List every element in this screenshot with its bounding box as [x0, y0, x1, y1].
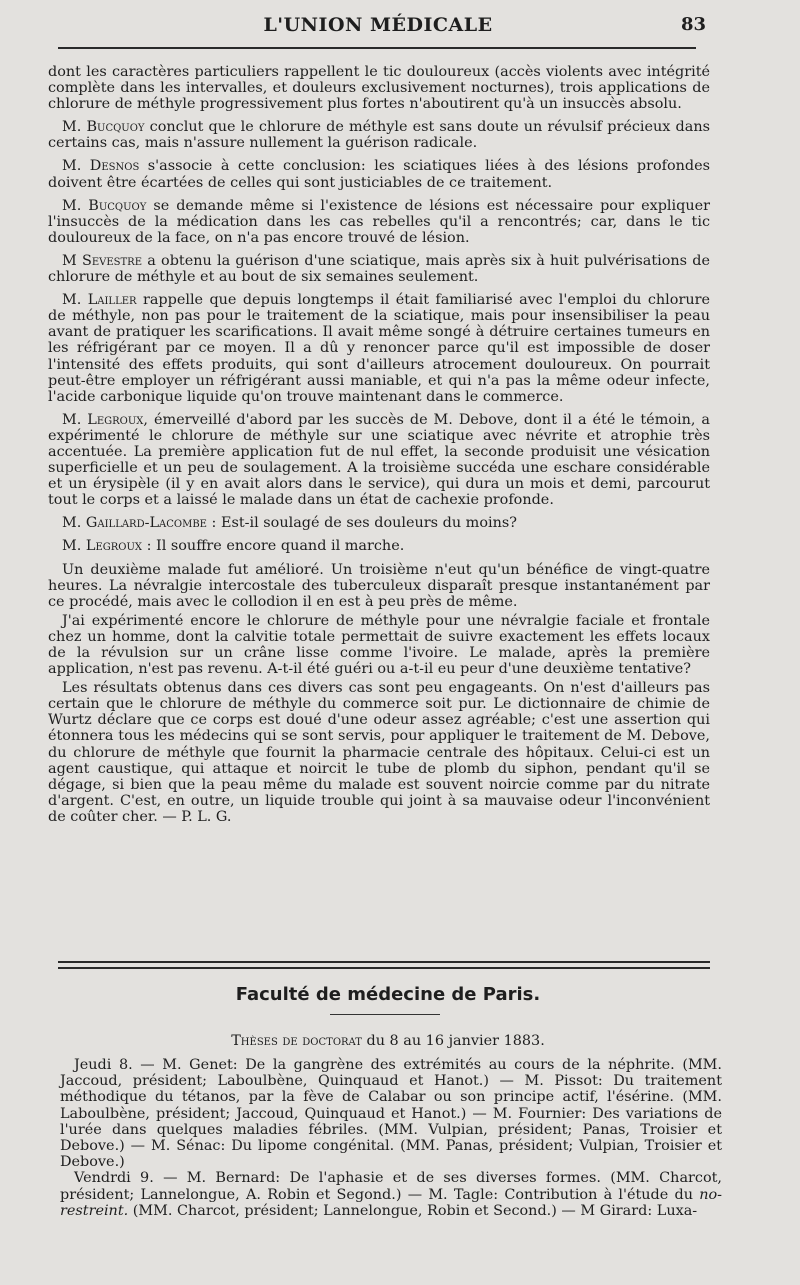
- section-divider-bottom: [58, 967, 710, 969]
- speaker-name: M. Gaillard-Lacombe: [62, 515, 207, 532]
- paragraph: [48, 412, 710, 509]
- section-subhead: [48, 1033, 728, 1049]
- speaker-name: M. Legroux: [62, 411, 144, 428]
- paragraph-text: s'associe à cette conclusion: les sciatiques liées à des lésions profondes doivent être écartées de celles qui sont justiciables de ce traitement.: [48, 158, 710, 191]
- header-rule: [58, 47, 696, 49]
- article-body: [48, 64, 710, 828]
- running-title: L'UNION MÉDICALE: [263, 14, 493, 36]
- page-header: [48, 14, 708, 42]
- paragraph-text: se demande même si l'existence de lésions est nécessaire pour expliquer l'insuccès de la médication dans les cas rebelles qu'il a rencontrés; car, dans le tic douloureux de la face, on n'a pas encore trouvé de lésion.: [48, 197, 710, 246]
- paragraph: [48, 292, 710, 405]
- paragraph: [48, 562, 710, 610]
- paragraph-text: : Il souffre encore quand il marche.: [142, 538, 405, 555]
- paragraph: [48, 119, 710, 151]
- paragraph-text: Les résultats obtenus dans ces divers cas sont peu engageants. On n'est d'ailleurs pas certain que le chlorure de méthyle du commerce soit pur. Le dictionnaire de chimie de Wurtz déclare que ce corps est doué d'une odeur assez agréable; c'est une assertion qui étonnera tous les médecins qui se sont servis, pour appliquer le traitement de M. Debove, du chlorure de méthyle que fournit la pharmacie centrale des hôpitaux. Celui-ci est un agent caustique, qui attaque et noircit le tube de plomb du siphon, pendant qu'il se dégage, si bien que la peau même du malade est souvent noircie comme par du nitrate d'argent. C'est, en outre, un liquide trouble qui joint à sa mauvaise odeur l'inconvénient de coûter cher. — P. L. G.: [48, 680, 710, 825]
- speaker-name: M. Legroux: [62, 538, 143, 555]
- paragraph-text: J'ai expérimenté encore le chlorure de méthyle pour une névralgie faciale et frontale chez un homme, dont la calvitie totale permettait de suivre exactement les effets locaux de la révulsion sur un crâne lisse comme l'ivoire. Le malade, après la première application, n'est pas revenu. A-t-il été guéri ou a-t-il eu peur d'une deuxième tentative?: [48, 612, 710, 678]
- paragraph-text: rappelle que depuis longtemps il était familiarisé avec l'emploi du chlorure de méthyle, non pas pour le traitement de la sciatique, mais pour insensibiliser la peau avant de pratiquer les scarifications. Il avait même songé à détruire certaines tumeurs en les réfrigérant par ce moyen. Il a dû y renoncer parce qu'il est impossible de doser l'intensité des effets produits, qui sont d'ailleurs atrocement douloureux. On pourrait peut-être employer un réfrigérant aussi maniable, et qui n'a pas la même odeur infecte, l'acide carbonique liquide qu'on trouve maintenant dans le commerce.: [48, 292, 710, 405]
- title-underline: [330, 1014, 440, 1015]
- subhead-label: Thèses de doctorat: [231, 1033, 362, 1049]
- speaker-name: M. Bucquoy: [62, 119, 145, 136]
- page-number: 83: [680, 14, 706, 35]
- paragraph-text: : Est-il soulagé de ses douleurs du moins?: [206, 515, 517, 532]
- paragraph-text: , émerveillé d'abord par les succès de M. Debove, dont il a été le témoin, a expérimenté le chlorure de méthyle sur une sciatique avec névrite et atrophie très accentuée. La première application fut de nul effet, la seconde produisit une vésication superficielle et un peu de soulagement. A la troisième succéda une eschare considérable et un érysipèle (il y en avait alors dans le service), qui dura un mois et demi, parcourut tout le corps et a laissé le malade dans un état de cachexie profonde.: [48, 411, 710, 509]
- subhead-dates: du 8 au 16 janvier 1883.: [361, 1033, 545, 1049]
- theses-list: [60, 1057, 722, 1219]
- paragraph: [48, 64, 710, 112]
- paragraph: [48, 538, 710, 554]
- theses-entry: [60, 1057, 722, 1170]
- theses-italic: no-restreint.: [60, 1186, 722, 1219]
- paragraph: [48, 515, 710, 531]
- paragraph-text: a obtenu la guérison d'une sciatique, mais après six à huit pulvérisations de chlorure de méthyle et au bout de six semaines seulement.: [48, 252, 710, 286]
- speaker-name: M. Lailler: [62, 292, 137, 309]
- paragraph: [48, 253, 710, 285]
- speaker-name: M. Desnos: [62, 158, 140, 175]
- section-divider-top: [58, 961, 710, 963]
- paragraph: [48, 680, 710, 825]
- theses-entry: [60, 1170, 722, 1219]
- theses-text: Jeudi 8. — M. Genet: De la gangrène des extrémités au cours de la néphrite. (MM. Jaccoud, président; Laboulbène, Quinquaud et Hanot.) — M. Pissot: Du traitement méthodique du tétanos, par la fève de Calabar ou son principe actif, l'ésérine. (MM. Laboulbène, président; Jaccoud, Quinquaud et Hanot.) — M. Fournier: Des variations de l'urée dans quelques maladies fébriles. (MM. Vulpian, président; Panas, Troisier et Debove.) — M. Sénac: Du lipome congénital. (MM. Panas, président; Vulpian, Troisier et Debove.): [60, 1057, 722, 1171]
- section-title: Faculté de médecine de Paris.: [235, 984, 541, 1005]
- paragraph-text: conclut que le chlorure de méthyle est sans doute un révulsif précieux dans certains cas, mais n'assure nullement la guérison radicale.: [48, 119, 710, 152]
- paragraph-text: dont les caractères particuliers rappellent le tic douloureux (accès violents avec intégrité complète dans les intervalles, et douleurs exclusivement nocturnes), trois applications de chlorure de méthyle progressivement plus fortes n'aboutirent qu'à un insuccès absolu.: [48, 64, 710, 113]
- speaker-name: M Sevestre: [62, 252, 142, 269]
- speaker-name: M. Bucquoy: [62, 197, 147, 214]
- theses-text-tail: (MM. Charcot, président; Lannelongue, Robin et Second.) — M Girard: Luxa-: [128, 1202, 698, 1219]
- paragraph: [48, 198, 710, 246]
- paragraph-text: Un deuxième malade fut amélioré. Un troisième n'eut qu'un bénéfice de vingt-quatre heures. La névralgie intercostale des tuberculeux disparaît presque instantanément par ce procédé, mais avec le collodion il en est à peu près de même.: [48, 561, 710, 610]
- theses-text: Vendrdi 9. — M. Bernard: De l'aphasie et de ses diverses formes. (MM. Charcot, président; Lannelongue, A. Robin et Segond.) — M. Tagle: Contribution à l'étude du: [60, 1170, 722, 1203]
- paragraph: [48, 158, 710, 190]
- paragraph: [48, 613, 710, 677]
